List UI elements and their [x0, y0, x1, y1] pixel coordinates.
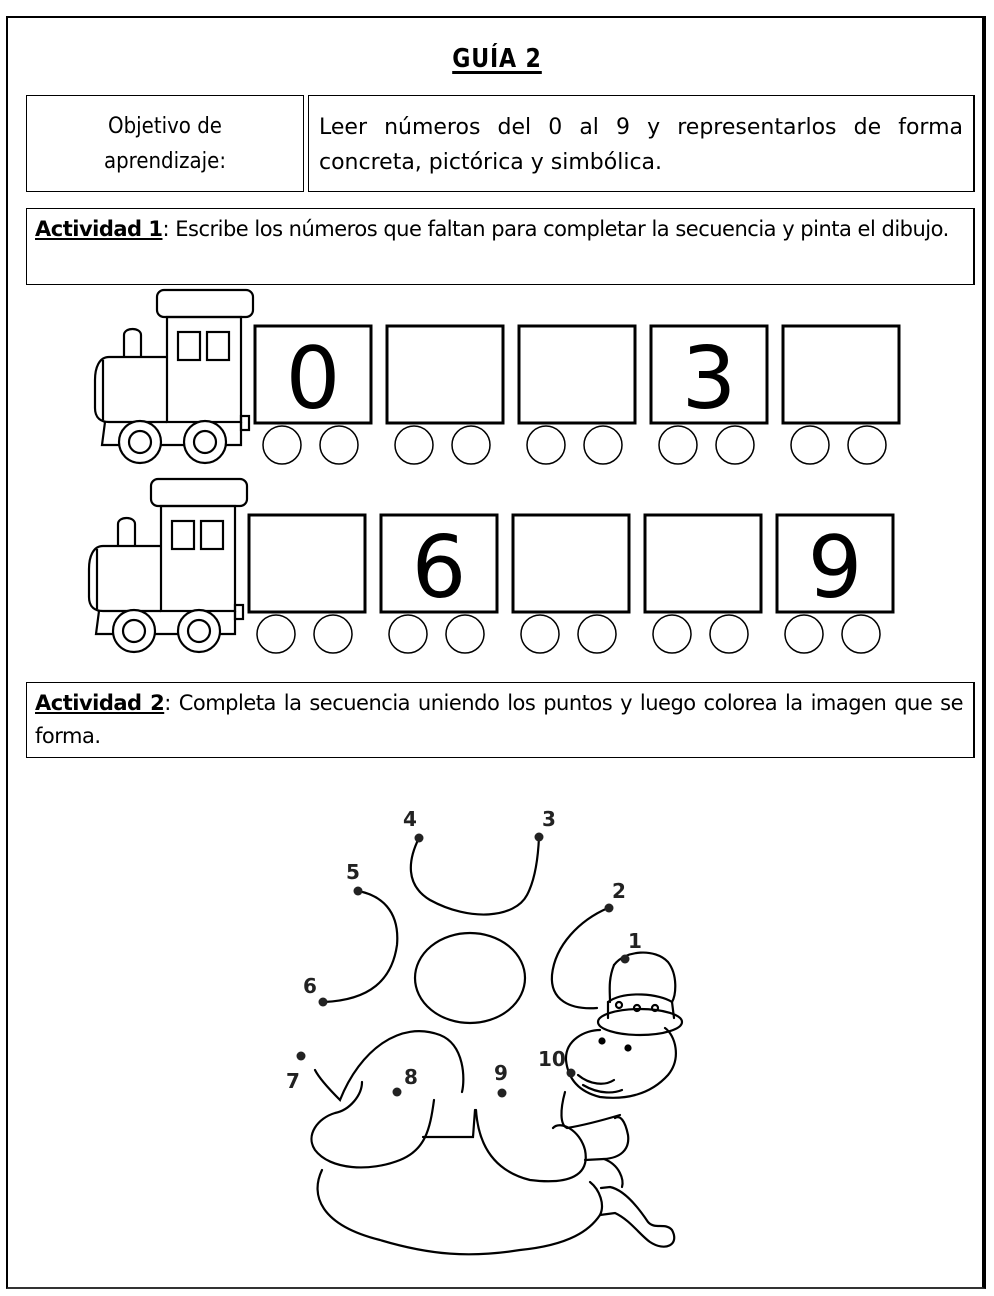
hat-dot — [616, 1002, 622, 1008]
dot-6 — [319, 998, 328, 1007]
line-4-3 — [411, 837, 539, 915]
right-arm — [476, 1110, 586, 1181]
dot-5 — [354, 887, 363, 896]
dot-10 — [567, 1069, 576, 1078]
dot-label-5: 5 — [346, 860, 360, 884]
dot-label-7: 7 — [286, 1069, 300, 1093]
dot-label-8: 8 — [404, 1065, 418, 1089]
dot-labels — [286, 807, 642, 1093]
objective-label-line1: Objetivo de — [108, 113, 222, 139]
hat-dot — [652, 1005, 658, 1011]
wagon-number: 0 — [285, 329, 341, 429]
activity-1-title: Actividad 1 — [35, 217, 163, 241]
dot-3 — [535, 833, 544, 842]
dot-7 — [297, 1052, 306, 1061]
dot-9 — [498, 1089, 507, 1098]
eye — [626, 1046, 631, 1051]
dot-label-1: 1 — [628, 929, 642, 953]
snowman-drawing — [312, 837, 682, 1254]
face — [566, 1028, 676, 1098]
page-title: GUÍA 2 — [452, 44, 542, 74]
dot-8 — [393, 1088, 402, 1097]
dot-2 — [605, 904, 614, 913]
line-2-hat — [552, 908, 608, 1008]
line-5-6 — [324, 891, 397, 1002]
dot-4 — [415, 834, 424, 843]
dot-label-6: 6 — [303, 974, 317, 998]
objective-text: Leer números del 0 al 9 y representarlos de forma concreta, pictórica y simbólica. — [308, 95, 975, 192]
dot-label-3: 3 — [542, 807, 556, 831]
pillow — [318, 1170, 602, 1254]
dot-label-10: 10 — [538, 1047, 566, 1071]
activity-2-text: : Completa la secuencia uniendo los puntos y luego colorea la imagen que se forma. — [35, 691, 964, 748]
tail — [600, 1187, 674, 1247]
activity-1-text: : Escribe los números que faltan para completar la secuencia y pinta el dibujo. — [162, 217, 949, 241]
oval-shape — [415, 933, 525, 1023]
activity-2-title: Actividad 2 — [35, 691, 165, 715]
dot-label-2: 2 — [612, 879, 626, 903]
body-top — [315, 1031, 463, 1100]
dot-label-4: 4 — [403, 807, 417, 831]
left-arm — [312, 1082, 434, 1167]
wagon-number: 9 — [807, 518, 863, 618]
wagon-number: 6 — [411, 518, 467, 618]
wagon-number: 3 — [681, 329, 737, 429]
dot-1 — [621, 955, 630, 964]
objective-label-line2: aprendizaje: — [103, 148, 226, 174]
eye — [600, 1039, 605, 1044]
dot-label-9: 9 — [494, 1061, 508, 1085]
